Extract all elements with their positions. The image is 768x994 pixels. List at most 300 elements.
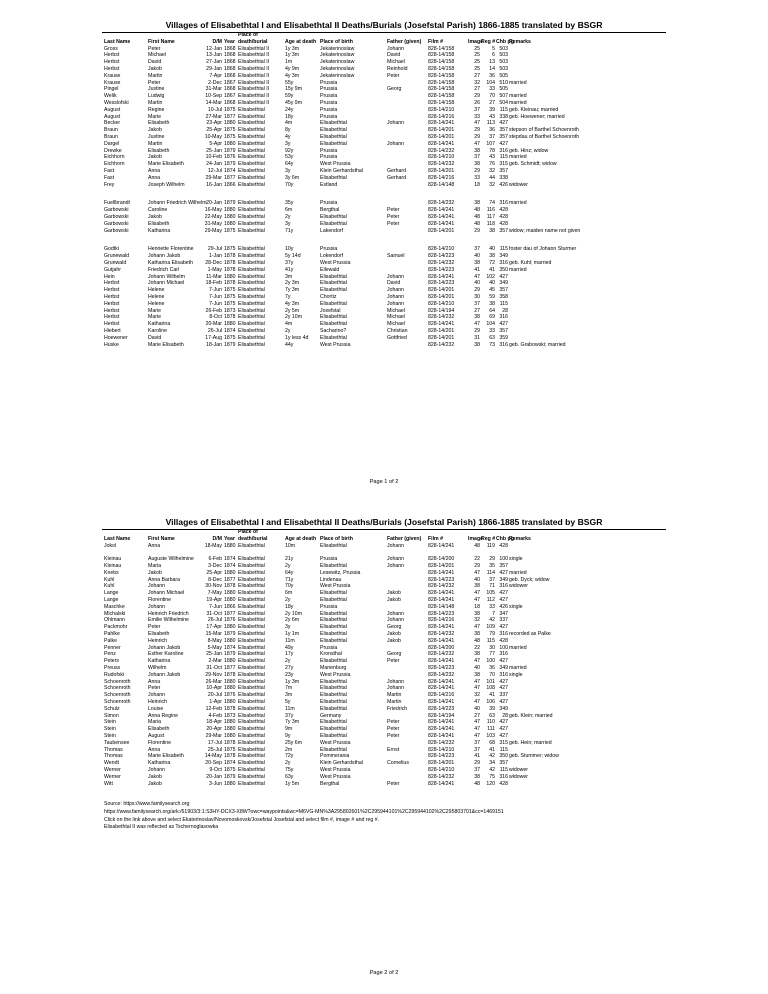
remarks: geb. Kleinau; married bbox=[509, 106, 559, 113]
death-place: Elisabethtal bbox=[238, 733, 265, 739]
register-number: 71 bbox=[489, 583, 495, 590]
last-name: Herbst bbox=[104, 300, 120, 307]
image-number: 38 bbox=[474, 161, 480, 168]
death-date: 25-Jul bbox=[207, 746, 222, 753]
birth-place: Elisabethtal bbox=[320, 563, 347, 569]
first-name: Marie Elisabeth bbox=[148, 161, 184, 168]
first-name: Marie bbox=[148, 307, 161, 314]
death-place: Elisabethtal bbox=[238, 631, 265, 637]
age-at-death: 23y bbox=[285, 671, 294, 678]
film-number: 828-14/201 bbox=[428, 227, 455, 234]
table-row bbox=[104, 774, 684, 781]
film-number: 828-14/241 bbox=[428, 637, 455, 644]
film-number: 828-14/216 bbox=[428, 174, 455, 181]
chb-page: 337 bbox=[499, 692, 508, 699]
age-at-death: 3y bbox=[285, 168, 291, 174]
death-year: 1875 bbox=[224, 227, 236, 234]
last-name: Kuhl bbox=[104, 576, 115, 583]
chb-page: 503 bbox=[499, 52, 508, 59]
first-name: Elisabeth bbox=[148, 726, 170, 733]
father-name: David bbox=[387, 280, 401, 287]
image-number: 47 bbox=[474, 273, 480, 280]
age-at-death: 21y bbox=[285, 556, 294, 563]
birth-place: West Prussia bbox=[320, 583, 351, 590]
chb-page: 428 bbox=[499, 214, 508, 220]
table-row bbox=[104, 611, 684, 618]
image-number: 38 bbox=[474, 583, 480, 590]
table-row bbox=[104, 543, 684, 550]
death-year: 1878 bbox=[224, 739, 236, 746]
age-at-death: 7y bbox=[285, 294, 291, 300]
film-number: 828-14/201 bbox=[428, 168, 455, 174]
death-year: 1875 bbox=[224, 334, 236, 341]
image-number: 47 bbox=[474, 597, 480, 603]
table-row bbox=[104, 200, 684, 207]
death-year: 1874 bbox=[224, 644, 236, 651]
death-date: 22-May bbox=[204, 214, 222, 220]
first-name: Auguste Wilhelmine bbox=[148, 556, 194, 563]
last-name: Garbowski bbox=[104, 207, 129, 214]
chb-page: 510 bbox=[499, 79, 508, 86]
image-number: 47 bbox=[474, 569, 480, 576]
film-number: 828-14/201 bbox=[428, 760, 455, 767]
death-date: 12-Jan bbox=[206, 45, 222, 52]
birth-place: Elisabethtal bbox=[320, 542, 347, 549]
death-year: 1880 bbox=[224, 597, 236, 603]
birth-place: Elisabethtal bbox=[320, 220, 347, 227]
first-name: Joseph Wilhelm bbox=[148, 181, 185, 188]
chb-page: 350 bbox=[499, 753, 508, 760]
chb-page: 427 bbox=[499, 321, 508, 328]
register-number: 79 bbox=[489, 631, 495, 637]
death-year: 1875 bbox=[224, 127, 236, 134]
death-date: 16-Jan bbox=[206, 181, 222, 188]
table-row bbox=[104, 713, 684, 720]
table-row bbox=[104, 617, 684, 624]
image-number: 33 bbox=[474, 113, 480, 120]
death-place: Elisabethtal bbox=[238, 569, 265, 576]
header-place-of: Place of bbox=[238, 529, 258, 535]
death-place: Elisabethtal bbox=[238, 590, 265, 597]
table-row bbox=[104, 570, 684, 577]
age-at-death: 64y bbox=[285, 569, 294, 576]
death-place: Elisabethtal bbox=[238, 678, 265, 685]
register-number: 118 bbox=[486, 220, 495, 227]
birth-place: Elisabethtal bbox=[320, 699, 347, 705]
remarks: married bbox=[509, 154, 527, 161]
father-name: Ernst bbox=[387, 746, 400, 753]
father-name: Peter bbox=[387, 726, 400, 733]
table-row bbox=[104, 141, 684, 148]
age-at-death: 15y 9m bbox=[285, 86, 303, 93]
death-place: Elisabethtal bbox=[238, 174, 265, 181]
register-number: 70 bbox=[489, 93, 495, 100]
death-date: 19-Apr bbox=[206, 597, 222, 603]
father-name: Georg bbox=[387, 624, 402, 631]
death-date: 7-May bbox=[207, 590, 222, 597]
father-name: Johann bbox=[387, 617, 405, 624]
register-number: 63 bbox=[489, 334, 495, 341]
table-row bbox=[104, 214, 684, 221]
image-number: 25 bbox=[474, 52, 480, 59]
film-number: 828-14/223 bbox=[428, 665, 455, 671]
death-date: 7-Jun bbox=[209, 294, 222, 300]
birth-place: Lindenau bbox=[320, 576, 342, 583]
header-last-name: Last Name bbox=[104, 535, 131, 542]
remarks: geb. Hoewener; married bbox=[509, 113, 565, 120]
first-name: Florentine bbox=[148, 597, 172, 603]
register-number: 68 bbox=[489, 739, 495, 746]
last-name: Hiebert bbox=[104, 328, 121, 334]
death-place: Elisabethtal bbox=[238, 624, 265, 631]
death-date: 18-May bbox=[204, 542, 222, 549]
film-number: 828-14/241 bbox=[428, 207, 455, 214]
table-row bbox=[104, 645, 684, 652]
birth-place: Elisabethtal bbox=[320, 273, 347, 280]
death-place: Elisabethtal bbox=[238, 266, 265, 273]
death-date: 31-Oct bbox=[206, 665, 222, 671]
death-place: Elisabethtal bbox=[238, 260, 265, 266]
film-number: 828-14/232 bbox=[428, 773, 455, 780]
register-number: 113 bbox=[486, 120, 495, 127]
birth-place: West Prussia bbox=[320, 739, 351, 746]
father-name: Johann bbox=[387, 610, 405, 617]
table-row bbox=[104, 747, 684, 754]
remarks: stepson of Barthel Schoenroth bbox=[509, 127, 579, 134]
page-title bbox=[104, 20, 664, 30]
header-row-top bbox=[104, 32, 684, 39]
last-name: Palke bbox=[104, 637, 117, 644]
age-at-death: 1y 3m bbox=[285, 52, 300, 59]
table-row bbox=[104, 781, 684, 788]
birth-place: Lesewitz, Prussia bbox=[320, 569, 361, 576]
source-line: Source: https://www.familysearch.org bbox=[104, 801, 190, 808]
death-date: 1-Apr bbox=[209, 699, 222, 705]
last-name: Schoenroth bbox=[104, 678, 131, 685]
remarks: married bbox=[509, 644, 527, 651]
death-year: 1877 bbox=[224, 174, 236, 181]
death-place: Elisabethtal bbox=[238, 671, 265, 678]
death-date: 29-Jan bbox=[206, 66, 222, 72]
age-at-death: 10y bbox=[285, 246, 294, 253]
chb-page: 115 bbox=[499, 246, 508, 253]
death-place: Elisabethtal bbox=[238, 168, 265, 174]
chb-page: 357 bbox=[499, 168, 508, 174]
last-name: Braun bbox=[104, 134, 118, 140]
age-at-death: 41y bbox=[285, 266, 294, 273]
death-place: Elisabethtal bbox=[238, 273, 265, 280]
image-number: 37 bbox=[474, 746, 480, 753]
image-number: 37 bbox=[474, 106, 480, 113]
death-year: 1880 bbox=[224, 699, 236, 705]
last-name: Stein bbox=[104, 733, 116, 739]
age-at-death: 2y 10m bbox=[285, 610, 303, 617]
register-number: 106 bbox=[486, 699, 495, 705]
chb-page: 427 bbox=[499, 658, 508, 665]
image-number: 40 bbox=[474, 576, 480, 583]
last-name: Maschke bbox=[104, 603, 125, 610]
table-row bbox=[104, 665, 684, 672]
death-year: 1875 bbox=[224, 746, 236, 753]
register-number: 109 bbox=[486, 624, 495, 631]
chb-page: 427 bbox=[499, 699, 508, 705]
death-place: Elisabethtal bbox=[238, 181, 265, 188]
father-name: David bbox=[387, 52, 401, 59]
first-name: Johann Michael bbox=[148, 590, 185, 597]
page-2 bbox=[0, 497, 768, 994]
register-number: 29 bbox=[489, 556, 495, 563]
chb-page: 427 bbox=[499, 120, 508, 127]
last-name: Garbowski bbox=[104, 220, 129, 227]
register-number: 7 bbox=[492, 610, 495, 617]
age-at-death: 7y 3m bbox=[285, 719, 300, 726]
last-name: Penz bbox=[104, 651, 116, 658]
father-name: Michael bbox=[387, 307, 405, 314]
birth-place: West Prussia bbox=[320, 773, 351, 780]
chb-page: 115 bbox=[499, 300, 508, 307]
death-date: 31-May bbox=[204, 220, 222, 227]
register-number: 43 bbox=[489, 154, 495, 161]
death-date: 7-Jun bbox=[209, 603, 222, 610]
age-at-death: 7m bbox=[285, 685, 293, 692]
image-number: 29 bbox=[474, 127, 480, 134]
film-number: 828-14/158 bbox=[428, 66, 455, 72]
death-year: 1877 bbox=[224, 610, 236, 617]
death-year: 1879 bbox=[224, 631, 236, 637]
register-number: 103 bbox=[486, 733, 495, 739]
table-row bbox=[104, 590, 684, 597]
register-number: 30 bbox=[489, 644, 495, 651]
table-row bbox=[104, 59, 684, 66]
first-name: Wilhelm bbox=[148, 665, 167, 671]
image-number: 25 bbox=[474, 59, 480, 66]
image-number: 40 bbox=[474, 705, 480, 712]
film-number: 828-14/241 bbox=[428, 719, 455, 726]
source-notes bbox=[104, 801, 504, 831]
chb-page: 349 bbox=[499, 576, 508, 583]
death-date: 28-Dec bbox=[205, 260, 222, 266]
chb-page: 357 bbox=[499, 127, 508, 134]
header-death-date: D/M bbox=[212, 38, 222, 45]
death-year: 1879 bbox=[224, 773, 236, 780]
death-year: 1878 bbox=[224, 753, 236, 760]
film-number: 828-14/210 bbox=[428, 746, 455, 753]
table-row bbox=[104, 760, 684, 767]
remarks: recorded as Palke bbox=[509, 631, 551, 637]
birth-place: Elisabethtal bbox=[320, 287, 347, 294]
film-number: 828-14/241 bbox=[428, 733, 455, 739]
register-number: 40 bbox=[489, 246, 495, 253]
table-row bbox=[104, 52, 684, 59]
death-year: 1879 bbox=[224, 147, 236, 154]
header-row bbox=[104, 536, 684, 543]
header-row-top bbox=[104, 529, 684, 536]
first-name: Jakob bbox=[148, 154, 162, 161]
chb-page: 427 bbox=[499, 685, 508, 692]
death-place: Elisabethtal bbox=[238, 134, 265, 140]
age-at-death: 1y 3m bbox=[285, 678, 300, 685]
age-at-death: 35y bbox=[285, 200, 294, 207]
birth-place: Estland bbox=[320, 181, 338, 188]
register-number: 41 bbox=[489, 746, 495, 753]
register-number: 77 bbox=[489, 651, 495, 658]
chb-page: 503 bbox=[499, 66, 508, 72]
death-date: 8-Dec bbox=[208, 576, 222, 583]
table-row bbox=[104, 301, 684, 308]
table-row bbox=[104, 253, 684, 260]
remarks: single bbox=[509, 556, 523, 563]
father-name: Johann bbox=[387, 294, 405, 300]
death-place: Elisabethtal bbox=[238, 712, 265, 719]
death-date: 10-Feb bbox=[205, 154, 222, 161]
death-year: 1878 bbox=[224, 266, 236, 273]
remarks: widower bbox=[509, 773, 529, 780]
chb-page: 347 bbox=[499, 610, 508, 617]
age-at-death: 4y 3m bbox=[285, 72, 300, 79]
last-name: Stein bbox=[104, 719, 116, 726]
table-row bbox=[104, 631, 684, 638]
father-name: Johann bbox=[387, 287, 405, 294]
image-number: 47 bbox=[474, 719, 480, 726]
chb-page: 504 bbox=[499, 100, 508, 106]
death-year: 1874 bbox=[224, 563, 236, 569]
age-at-death: 2y 3m bbox=[285, 280, 300, 287]
birth-place: Marienburg bbox=[320, 665, 347, 671]
last-name: Werner bbox=[104, 773, 121, 780]
first-name: Marie bbox=[148, 314, 161, 321]
age-at-death: 45y 9m bbox=[285, 100, 303, 106]
chb-page: 100 bbox=[499, 556, 508, 563]
image-number: 26 bbox=[474, 100, 480, 106]
death-place: Elisabethtal II bbox=[238, 52, 270, 59]
chb-page: 357 bbox=[499, 134, 508, 140]
death-place: Elisabethtal bbox=[238, 120, 265, 127]
register-number: 78 bbox=[489, 147, 495, 154]
last-name: August bbox=[104, 106, 121, 113]
image-number: 18 bbox=[474, 603, 480, 610]
register-number: 110 bbox=[486, 719, 495, 726]
death-date: 27-Mar bbox=[205, 113, 222, 120]
death-year: 1880 bbox=[224, 685, 236, 692]
image-number: 27 bbox=[474, 307, 480, 314]
remarks: married bbox=[509, 569, 527, 576]
father-name: Martin bbox=[387, 692, 402, 699]
header-remarks: Remarks bbox=[509, 535, 531, 542]
death-place: Elisabethtal bbox=[238, 576, 265, 583]
age-at-death: 25y 6m bbox=[285, 739, 303, 746]
first-name: Elisabeth bbox=[148, 120, 170, 127]
death-place: Elisabethtal bbox=[238, 106, 265, 113]
film-number: 828-14/223 bbox=[428, 576, 455, 583]
film-number: 828-14/241 bbox=[428, 678, 455, 685]
source-link[interactable]: https://www.familysearch.org/ark:/61903/3:1:S3HY-DCX3-X8W?owc=waypoints&wc=M6VG-MN%3A295802601%2C295944101%2C295944102%2C295803701&cc=1469151 bbox=[104, 808, 504, 815]
register-number: 107 bbox=[486, 140, 495, 147]
film-number: 828-14/200 bbox=[428, 556, 455, 563]
death-place: Elisabethtal bbox=[238, 767, 265, 773]
page-footer: Page 1 of 2 bbox=[369, 479, 399, 485]
film-number: 828-14/241 bbox=[428, 658, 455, 665]
table-row bbox=[104, 80, 684, 87]
register-number: 74 bbox=[489, 200, 495, 207]
birth-place: Jekaterinoslaw bbox=[320, 66, 355, 72]
table-row bbox=[104, 679, 684, 686]
age-at-death: 4y 3m bbox=[285, 300, 300, 307]
first-name: Maria bbox=[148, 563, 161, 569]
chb-page: 357 bbox=[499, 287, 508, 294]
chb-page: 357 bbox=[499, 563, 508, 569]
death-year: 1868 bbox=[224, 52, 236, 59]
death-year: 1880 bbox=[224, 624, 236, 631]
image-number: 48 bbox=[474, 214, 480, 220]
chb-page: 427 bbox=[499, 678, 508, 685]
last-name: Fuellbrandt bbox=[104, 200, 130, 207]
age-at-death: 53y bbox=[285, 154, 294, 161]
death-place: Elisabethtal bbox=[238, 637, 265, 644]
table-row bbox=[104, 161, 684, 168]
age-at-death: 63y bbox=[285, 773, 294, 780]
chb-page: 427 bbox=[499, 273, 508, 280]
remarks: widow; maiden name not given bbox=[509, 227, 581, 234]
age-at-death: 17y bbox=[285, 651, 294, 658]
first-name: Katharina Elisabeth bbox=[148, 260, 193, 266]
first-name: Anna bbox=[148, 168, 161, 174]
chb-page: 358 bbox=[499, 294, 508, 300]
death-year: 1880 bbox=[224, 273, 236, 280]
first-name: Peter bbox=[148, 45, 161, 52]
age-at-death: 1y 1m bbox=[285, 631, 300, 637]
age-at-death: 3m bbox=[285, 692, 293, 699]
image-number: 47 bbox=[474, 726, 480, 733]
table-row bbox=[104, 66, 684, 73]
death-date: 25-Jan bbox=[206, 147, 222, 154]
last-name: Fast bbox=[104, 174, 115, 181]
birth-place: Elisabethtal bbox=[320, 637, 347, 644]
age-at-death: 64y bbox=[285, 161, 294, 168]
birth-place: Prussia bbox=[320, 79, 338, 86]
image-number: 38 bbox=[474, 651, 480, 658]
register-number: 36 bbox=[489, 127, 495, 134]
last-name: Kleinau bbox=[104, 556, 122, 563]
death-date: 26-Jul bbox=[207, 328, 222, 334]
death-date: 12-Feb bbox=[205, 705, 222, 712]
age-at-death: 18y bbox=[285, 113, 294, 120]
father-name: Friedrich bbox=[387, 705, 408, 712]
last-name: Braun bbox=[104, 127, 118, 134]
death-date: 25-Apr bbox=[206, 569, 222, 576]
chb-page: 316 bbox=[499, 260, 508, 266]
death-place: Elisabethtal bbox=[238, 665, 265, 671]
last-name: Herbst bbox=[104, 280, 120, 287]
father-name: Peter bbox=[387, 220, 400, 227]
table-row bbox=[104, 651, 684, 658]
film-number: 828-14/158 bbox=[428, 79, 455, 86]
register-number: 45 bbox=[489, 287, 495, 294]
death-date: 29-May bbox=[204, 227, 222, 234]
last-name: Packmohr bbox=[104, 624, 128, 631]
header-place-of: Place of bbox=[238, 32, 258, 38]
first-name: August bbox=[148, 733, 165, 739]
last-name: Schoenroth bbox=[104, 685, 131, 692]
image-number: 33 bbox=[474, 174, 480, 181]
last-name: Herbst bbox=[104, 66, 120, 72]
header-death-place: death/burial bbox=[238, 535, 268, 542]
image-number: 47 bbox=[474, 685, 480, 692]
page-title bbox=[104, 517, 664, 527]
image-number: 48 bbox=[474, 220, 480, 227]
age-at-death: 3y bbox=[285, 140, 291, 147]
death-place: Elisabethtal bbox=[238, 597, 265, 603]
last-name: Herbst bbox=[104, 52, 120, 59]
